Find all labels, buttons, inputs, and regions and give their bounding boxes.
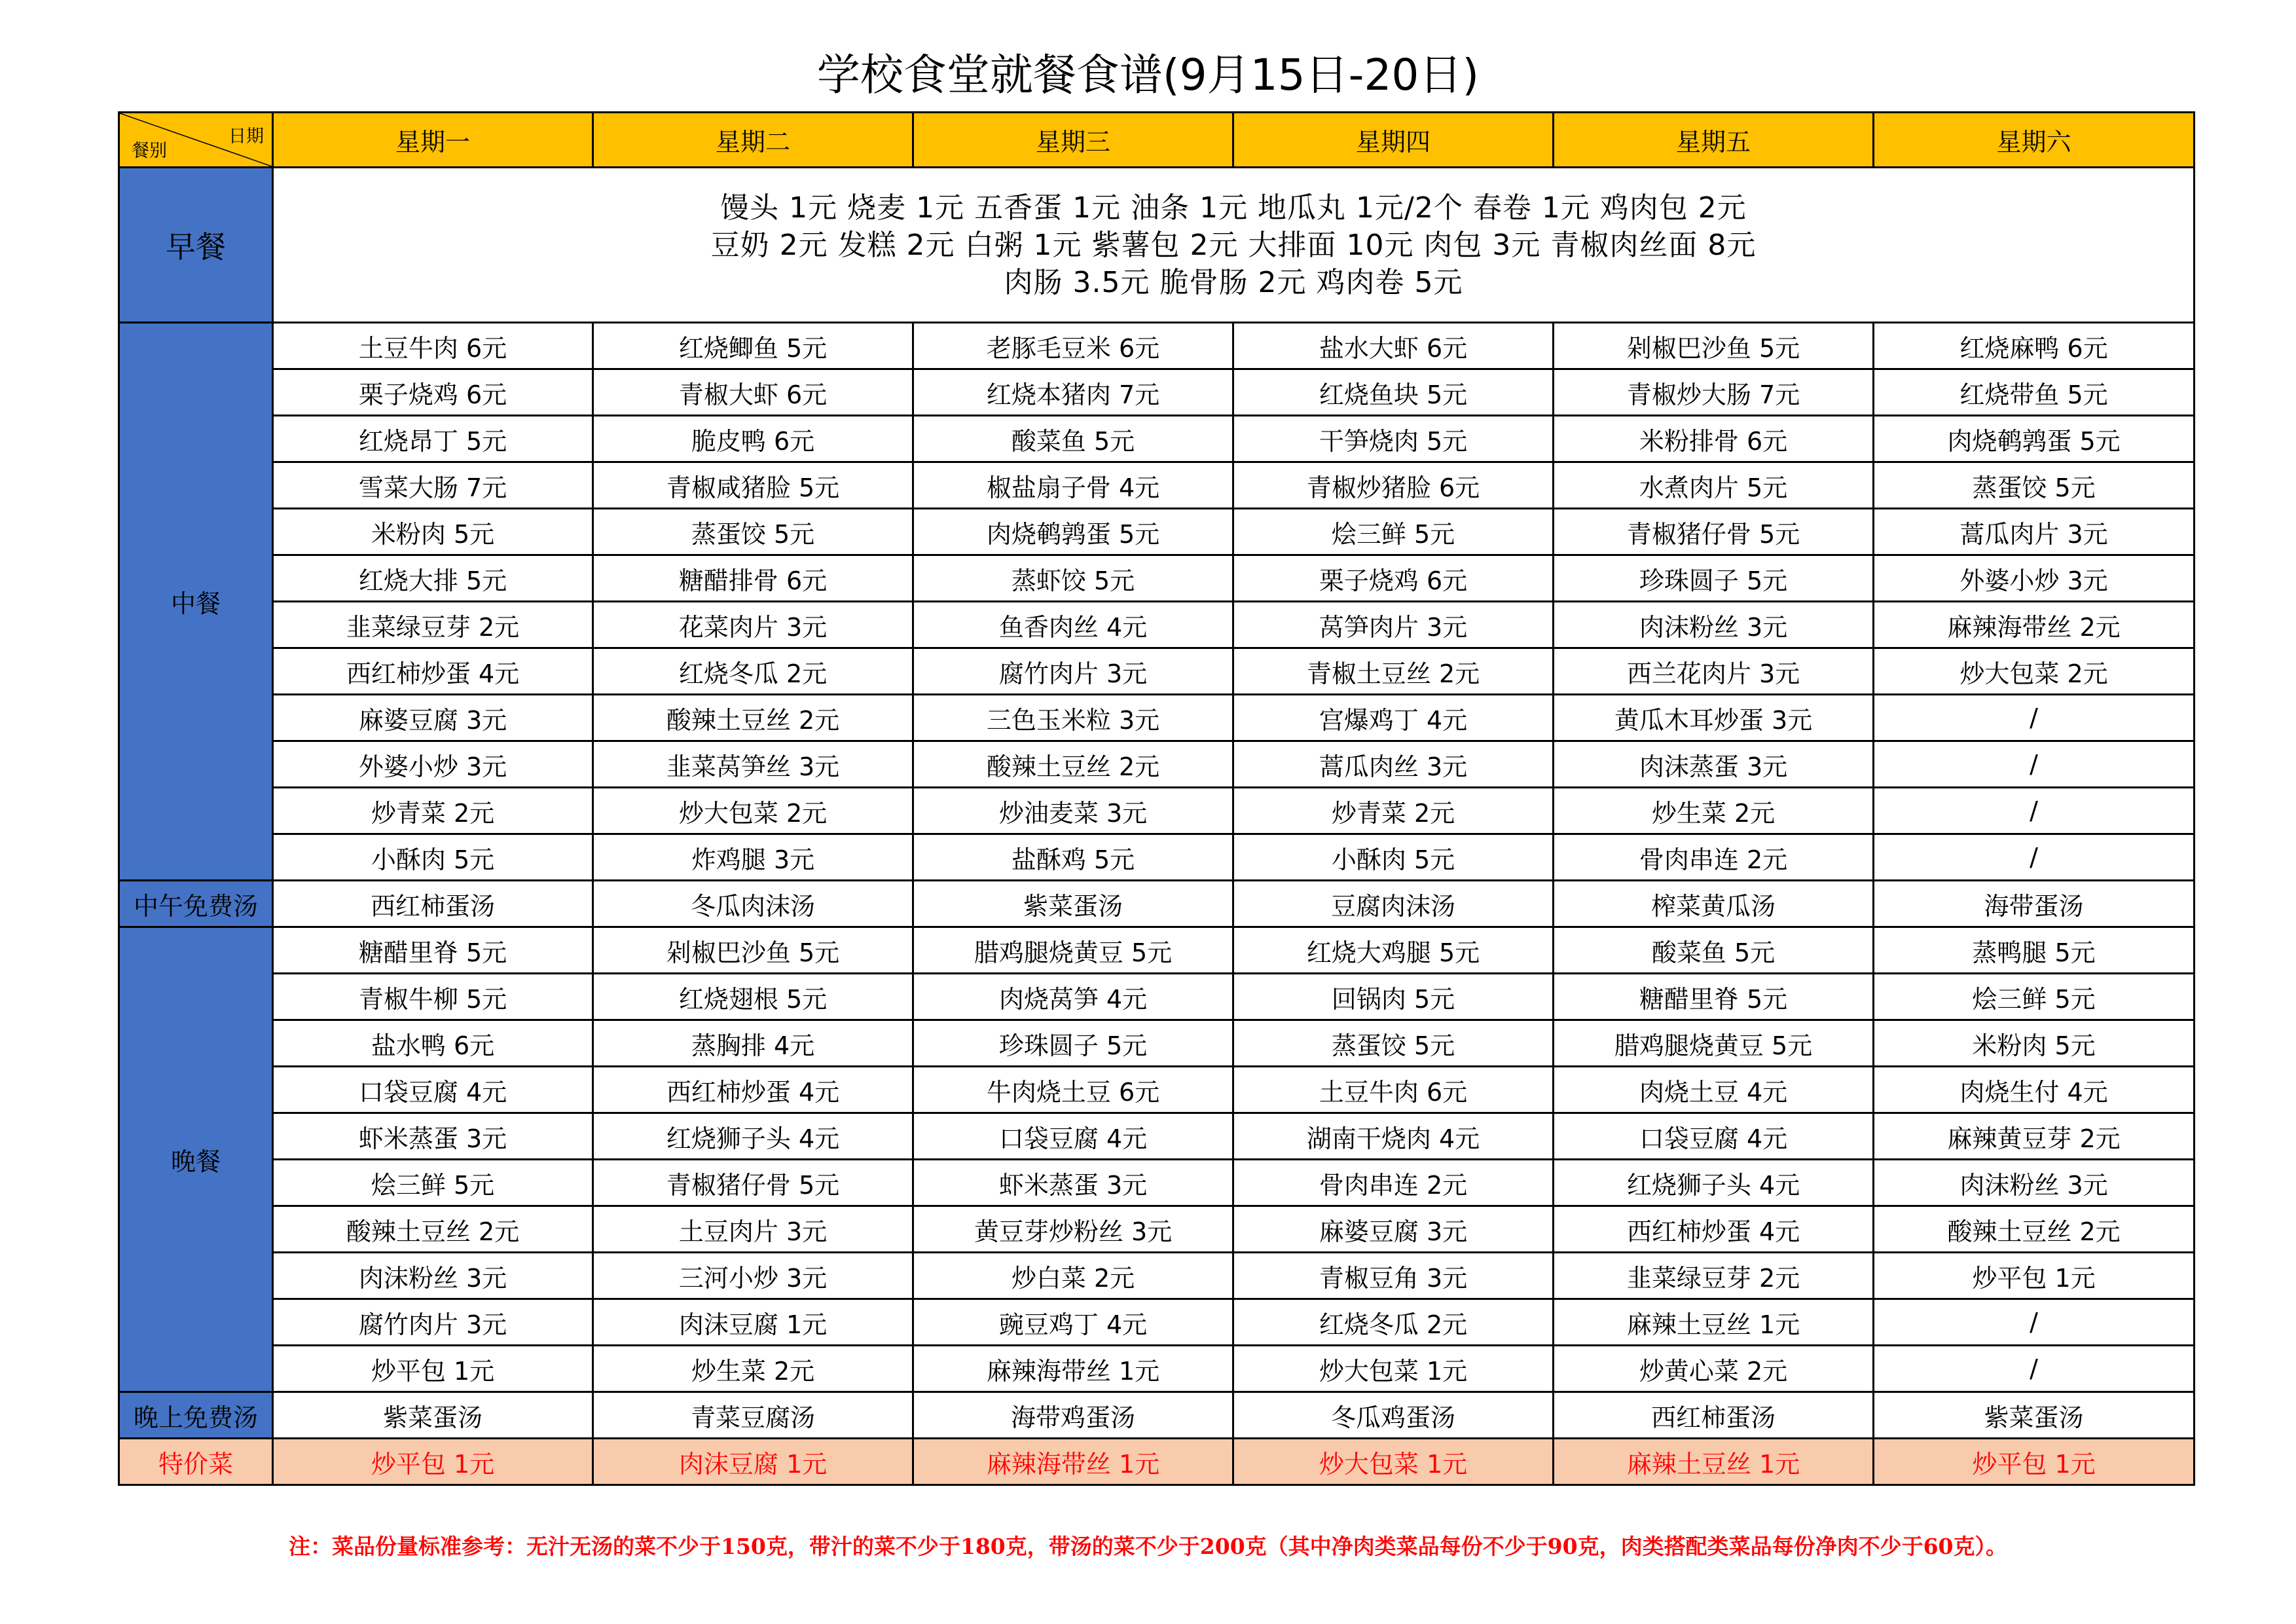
lunch-row	[119, 555, 2195, 602]
dinner-cell: 酸辣土豆丝 2元	[273, 1206, 593, 1253]
lunch-cell: 炒大包菜 2元	[1874, 648, 2195, 695]
dinner-cell: 肉沫粉丝 3元	[273, 1253, 593, 1299]
page-title: 学校食堂就餐食谱(9月15日-20日)	[816, 50, 1480, 100]
dinner-cell: 黄豆芽炒粉丝 3元	[913, 1206, 1233, 1253]
dinner-cell: 肉烧莴笋 4元	[913, 974, 1233, 1020]
special-cell: 炒平包 1元	[1874, 1439, 2195, 1485]
lunch-cell: 韭菜绿豆芽 2元	[273, 602, 593, 648]
dinner-row	[119, 1067, 2195, 1113]
lunch-cell: 椒盐扇子骨 4元	[913, 462, 1233, 509]
dinner-cell: 麻婆豆腐 3元	[1233, 1206, 1554, 1253]
dinner-cell: 西红柿炒蛋 4元	[593, 1067, 913, 1113]
lunch-cell: /	[1874, 741, 2195, 788]
lunch-cell: 三色玉米粒 3元	[913, 695, 1233, 741]
day-header: 星期三	[913, 113, 1233, 168]
lunch-cell: 小酥肉 5元	[1233, 834, 1554, 881]
dinner-row	[119, 927, 2195, 974]
day-header: 星期六	[1874, 113, 2195, 168]
dinner-cell: 西红柿炒蛋 4元	[1554, 1206, 1874, 1253]
dinner-cell: 肉烧生付 4元	[1874, 1067, 2195, 1113]
dinner-cell: 炒白菜 2元	[913, 1253, 1233, 1299]
lunch-cell: 盐水大虾 6元	[1233, 323, 1554, 369]
lunch-cell: 酸菜鱼 5元	[913, 416, 1233, 462]
day-header: 星期二	[593, 113, 913, 168]
lunch-soup-cell: 冬瓜肉沫汤	[593, 881, 913, 927]
lunch-cell: 珍珠圆子 5元	[1554, 555, 1874, 602]
dinner-cell: 土豆牛肉 6元	[1233, 1067, 1554, 1113]
special-cell: 麻辣土豆丝 1元	[1554, 1439, 1874, 1485]
menu-table	[118, 111, 2195, 1486]
lunch-cell: 红烧大排 5元	[273, 555, 593, 602]
dinner-soup-cell: 紫菜蛋汤	[1874, 1392, 2195, 1439]
lunch-row	[119, 602, 2195, 648]
dinner-cell: 珍珠圆子 5元	[913, 1020, 1233, 1067]
lunch-soup-cell: 榨菜黄瓜汤	[1554, 881, 1874, 927]
lunch-row	[119, 369, 2195, 416]
lunch-cell: 肉沫蒸蛋 3元	[1554, 741, 1874, 788]
dinner-cell: 红烧冬瓜 2元	[1233, 1299, 1554, 1346]
special-cell: 肉沫豆腐 1元	[593, 1439, 913, 1485]
dinner-cell: 炒生菜 2元	[593, 1346, 913, 1392]
special-label: 特价菜	[119, 1439, 273, 1485]
dinner-soup-cell: 青菜豆腐汤	[593, 1392, 913, 1439]
lunch-cell: 雪菜大肠 7元	[273, 462, 593, 509]
lunch-cell: 青椒猪仔骨 5元	[1554, 509, 1874, 555]
lunch-row	[119, 509, 2195, 555]
lunch-cell: 肉烧鹌鹑蛋 5元	[1874, 416, 2195, 462]
lunch-cell: 红烧昂丁 5元	[273, 416, 593, 462]
dinner-cell: 三河小炒 3元	[593, 1253, 913, 1299]
breakfast-items	[273, 168, 2195, 323]
lunch-cell: 老豚毛豆米 6元	[913, 323, 1233, 369]
dinner-cell: 剁椒巴沙鱼 5元	[593, 927, 913, 974]
lunch-cell: 肉烧鹌鹑蛋 5元	[913, 509, 1233, 555]
dinner-cell: 炒平包 1元	[1874, 1253, 2195, 1299]
lunch-cell: /	[1874, 834, 2195, 881]
header-row	[119, 113, 2195, 168]
day-header: 星期一	[273, 113, 593, 168]
dinner-cell: 骨肉串连 2元	[1233, 1160, 1554, 1206]
special-cell: 麻辣海带丝 1元	[913, 1439, 1233, 1485]
lunch-cell: 小酥肉 5元	[273, 834, 593, 881]
dinner-cell: 口袋豆腐 4元	[913, 1113, 1233, 1160]
lunch-row	[119, 648, 2195, 695]
dinner-cell: 青椒牛柳 5元	[273, 974, 593, 1020]
lunch-row	[119, 416, 2195, 462]
dinner-cell: 烩三鲜 5元	[273, 1160, 593, 1206]
dinner-cell: 腐竹肉片 3元	[273, 1299, 593, 1346]
dinner-label: 晚餐	[119, 927, 273, 1392]
lunch-cell: 米粉排骨 6元	[1554, 416, 1874, 462]
lunch-cell: 糖醋排骨 6元	[593, 555, 913, 602]
dinner-row	[119, 1253, 2195, 1299]
dinner-cell: 麻辣土豆丝 1元	[1554, 1299, 1874, 1346]
dinner-cell: 盐水鸭 6元	[273, 1020, 593, 1067]
dinner-cell: 红烧狮子头 4元	[1554, 1160, 1874, 1206]
dinner-cell: 湖南干烧肉 4元	[1233, 1113, 1554, 1160]
dinner-row	[119, 974, 2195, 1020]
breakfast-line: 馒头 1元 烧麦 1元 五香蛋 1元 油条 1元 地瓜丸 1元/2个 春卷 1元 鸡肉包 2元	[720, 191, 1747, 225]
lunch-cell: 栗子烧鸡 6元	[273, 369, 593, 416]
lunch-cell: 剁椒巴沙鱼 5元	[1554, 323, 1874, 369]
lunch-cell: /	[1874, 695, 2195, 741]
lunch-cell: 西红柿炒蛋 4元	[273, 648, 593, 695]
lunch-label: 中餐	[119, 323, 273, 881]
menu-table-body	[119, 113, 2195, 1485]
special-cell: 炒大包菜 1元	[1233, 1439, 1554, 1485]
dinner-cell: 酸菜鱼 5元	[1554, 927, 1874, 974]
lunch-cell: 宫爆鸡丁 4元	[1233, 695, 1554, 741]
dinner-soup-cell: 冬瓜鸡蛋汤	[1233, 1392, 1554, 1439]
lunch-row	[119, 834, 2195, 881]
lunch-soup-cell: 西红柿蛋汤	[273, 881, 593, 927]
dinner-cell: 炒大包菜 1元	[1233, 1346, 1554, 1392]
dinner-soup-cell: 海带鸡蛋汤	[913, 1392, 1233, 1439]
dinner-cell: 肉烧土豆 4元	[1554, 1067, 1874, 1113]
dinner-cell: 口袋豆腐 4元	[1554, 1113, 1874, 1160]
lunch-cell: 红烧鱼块 5元	[1233, 369, 1554, 416]
lunch-cell: 花菜肉片 3元	[593, 602, 913, 648]
lunch-cell: 莴笋肉片 3元	[1233, 602, 1554, 648]
breakfast-label: 早餐	[119, 168, 273, 323]
lunch-cell: 土豆牛肉 6元	[273, 323, 593, 369]
lunch-cell: 红烧带鱼 5元	[1874, 369, 2195, 416]
dinner-cell: 腊鸡腿烧黄豆 5元	[913, 927, 1233, 974]
dinner-cell: 蒸胸排 4元	[593, 1020, 913, 1067]
dinner-cell: /	[1874, 1346, 2195, 1392]
lunch-cell: 韭菜莴笋丝 3元	[593, 741, 913, 788]
dinner-row	[119, 1160, 2195, 1206]
lunch-cell: 炒大包菜 2元	[593, 788, 913, 834]
lunch-cell: 盐酥鸡 5元	[913, 834, 1233, 881]
lunch-cell: 炒青菜 2元	[273, 788, 593, 834]
lunch-cell: 红烧本猪肉 7元	[913, 369, 1233, 416]
lunch-cell: 肉沫粉丝 3元	[1554, 602, 1874, 648]
dinner-cell: 糖醋里脊 5元	[1554, 974, 1874, 1020]
dinner-cell: 红烧翅根 5元	[593, 974, 913, 1020]
lunch-cell: 干笋烧肉 5元	[1233, 416, 1554, 462]
dinner-cell: 韭菜绿豆芽 2元	[1554, 1253, 1874, 1299]
dinner-cell: 蒸鸭腿 5元	[1874, 927, 2195, 974]
dinner-cell: 虾米蒸蛋 3元	[273, 1113, 593, 1160]
dinner-cell: 麻辣海带丝 1元	[913, 1346, 1233, 1392]
lunch-cell: 青椒咸猪脸 5元	[593, 462, 913, 509]
lunch-cell: 外婆小炒 3元	[1874, 555, 2195, 602]
lunch-cell: 炒生菜 2元	[1554, 788, 1874, 834]
lunch-cell: 红烧鲫鱼 5元	[593, 323, 913, 369]
lunch-cell: 脆皮鸭 6元	[593, 416, 913, 462]
lunch-cell: 蒸蛋饺 5元	[593, 509, 913, 555]
corner-date-label: 日期	[228, 126, 264, 147]
breakfast-line: 肉肠 3.5元 脆骨肠 2元 鸡肉卷 5元	[1004, 265, 1463, 299]
lunch-soup-row	[119, 881, 2195, 927]
lunch-cell: 炒油麦菜 3元	[913, 788, 1233, 834]
lunch-cell: 麻辣海带丝 2元	[1874, 602, 2195, 648]
lunch-cell: 黄瓜木耳炒蛋 3元	[1554, 695, 1874, 741]
dinner-cell: 糖醋里脊 5元	[273, 927, 593, 974]
lunch-cell: 蒸蛋饺 5元	[1874, 462, 2195, 509]
lunch-cell: 水煮肉片 5元	[1554, 462, 1874, 509]
lunch-row	[119, 741, 2195, 788]
lunch-cell: 红烧麻鸭 6元	[1874, 323, 2195, 369]
dinner-cell: 青椒豆角 3元	[1233, 1253, 1554, 1299]
dinner-cell: 红烧大鸡腿 5元	[1233, 927, 1554, 974]
lunch-row	[119, 788, 2195, 834]
lunch-cell: 酸辣土豆丝 2元	[913, 741, 1233, 788]
lunch-cell: 青椒炒大肠 7元	[1554, 369, 1874, 416]
lunch-cell: 外婆小炒 3元	[273, 741, 593, 788]
dinner-cell: 土豆肉片 3元	[593, 1206, 913, 1253]
special-row	[119, 1439, 2195, 1485]
lunch-cell: 炒青菜 2元	[1233, 788, 1554, 834]
dinner-cell: 豌豆鸡丁 4元	[913, 1299, 1233, 1346]
lunch-cell: 青椒炒猪脸 6元	[1233, 462, 1554, 509]
dinner-cell: 蒸蛋饺 5元	[1233, 1020, 1554, 1067]
dinner-soup-cell: 西红柿蛋汤	[1554, 1392, 1874, 1439]
dinner-cell: 腊鸡腿烧黄豆 5元	[1554, 1020, 1874, 1067]
dinner-cell: /	[1874, 1299, 2195, 1346]
portion-note: 注：菜品份量标准参考：无汁无汤的菜不少于150克，带汁的菜不少于180克，带汤的菜不少于200克（其中净肉类菜品每份不少于90克，肉类搭配类菜品每份净肉不少于60克）。	[289, 1534, 2007, 1559]
dinner-cell: 烩三鲜 5元	[1874, 974, 2195, 1020]
lunch-cell: 麻婆豆腐 3元	[273, 695, 593, 741]
lunch-cell: 栗子烧鸡 6元	[1233, 555, 1554, 602]
dinner-soup-cell: 紫菜蛋汤	[273, 1392, 593, 1439]
lunch-cell: 酸辣土豆丝 2元	[593, 695, 913, 741]
special-cell: 炒平包 1元	[273, 1439, 593, 1485]
dinner-cell: 肉沫粉丝 3元	[1874, 1160, 2195, 1206]
lunch-cell: /	[1874, 788, 2195, 834]
breakfast-line: 豆奶 2元 发糕 2元 白粥 1元 紫薯包 2元 大排面 10元 肉包 3元 青椒肉丝面 8元	[710, 228, 1757, 262]
lunch-row	[119, 462, 2195, 509]
lunch-cell: 青椒大虾 6元	[593, 369, 913, 416]
lunch-cell: 烩三鲜 5元	[1233, 509, 1554, 555]
dinner-soup-label: 晚上免费汤	[119, 1392, 273, 1439]
dinner-cell: 回锅肉 5元	[1233, 974, 1554, 1020]
lunch-soup-cell: 海带蛋汤	[1874, 881, 2195, 927]
lunch-cell: 蒿瓜肉丝 3元	[1233, 741, 1554, 788]
dinner-cell: 牛肉烧土豆 6元	[913, 1067, 1233, 1113]
dinner-cell: 虾米蒸蛋 3元	[913, 1160, 1233, 1206]
lunch-soup-label: 中午免费汤	[119, 881, 273, 927]
dinner-cell: 红烧狮子头 4元	[593, 1113, 913, 1160]
lunch-cell: 鱼香肉丝 4元	[913, 602, 1233, 648]
dinner-row	[119, 1206, 2195, 1253]
dinner-cell: 口袋豆腐 4元	[273, 1067, 593, 1113]
dinner-cell: 肉沫豆腐 1元	[593, 1299, 913, 1346]
dinner-cell: 麻辣黄豆芽 2元	[1874, 1113, 2195, 1160]
dinner-cell: 炒平包 1元	[273, 1346, 593, 1392]
day-header: 星期四	[1233, 113, 1554, 168]
lunch-cell: 腐竹肉片 3元	[913, 648, 1233, 695]
dinner-cell: 米粉肉 5元	[1874, 1020, 2195, 1067]
corner-meal-label: 餐别	[132, 141, 167, 161]
dinner-row	[119, 1113, 2195, 1160]
lunch-cell: 米粉肉 5元	[273, 509, 593, 555]
lunch-cell: 炸鸡腿 3元	[593, 834, 913, 881]
dinner-cell: 炒黄心菜 2元	[1554, 1346, 1874, 1392]
lunch-cell: 红烧冬瓜 2元	[593, 648, 913, 695]
lunch-cell: 蒿瓜肉片 3元	[1874, 509, 2195, 555]
dinner-row	[119, 1346, 2195, 1392]
dinner-row	[119, 1020, 2195, 1067]
lunch-cell: 青椒土豆丝 2元	[1233, 648, 1554, 695]
lunch-soup-cell: 紫菜蛋汤	[913, 881, 1233, 927]
lunch-soup-cell: 豆腐肉沫汤	[1233, 881, 1554, 927]
lunch-row	[119, 695, 2195, 741]
dinner-row	[119, 1299, 2195, 1346]
dinner-cell: 酸辣土豆丝 2元	[1874, 1206, 2195, 1253]
dinner-cell: 青椒猪仔骨 5元	[593, 1160, 913, 1206]
corner-cell	[119, 113, 273, 168]
lunch-cell: 骨肉串连 2元	[1554, 834, 1874, 881]
dinner-soup-row	[119, 1392, 2195, 1439]
lunch-cell: 蒸虾饺 5元	[913, 555, 1233, 602]
lunch-cell: 西兰花肉片 3元	[1554, 648, 1874, 695]
breakfast-row	[119, 168, 2195, 323]
lunch-row	[119, 323, 2195, 369]
day-header: 星期五	[1554, 113, 1874, 168]
